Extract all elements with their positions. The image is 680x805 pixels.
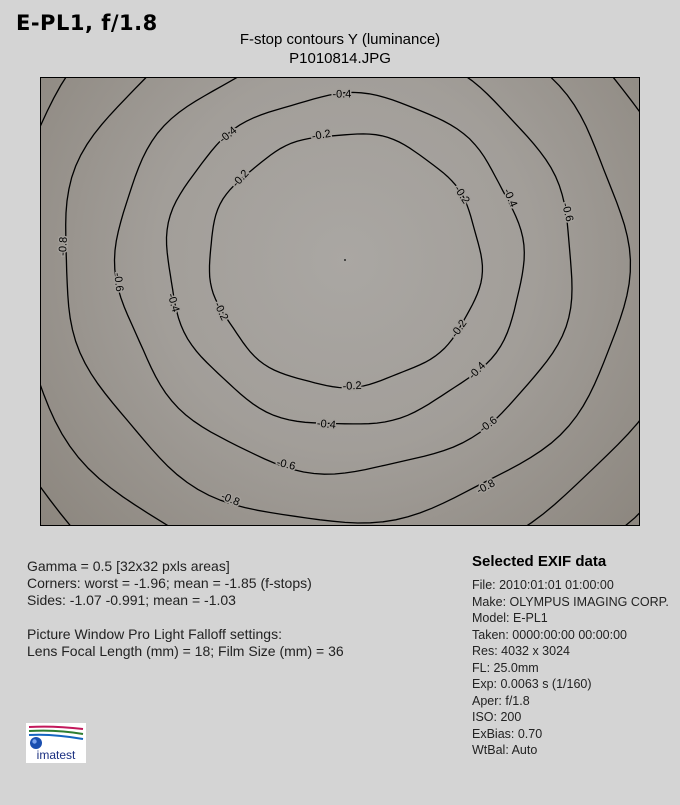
exif-line: Model: E-PL1 xyxy=(472,611,548,625)
contour-label: -0.2 xyxy=(451,183,472,207)
exif-line: ExBias: 0.70 xyxy=(472,726,543,741)
exif-line: FL: 25.0mm xyxy=(472,660,539,675)
pw-settings-title: Picture Window Pro Light Falloff settings: xyxy=(27,626,282,642)
imatest-logo xyxy=(26,723,86,763)
contour-label: -0.4 xyxy=(500,186,520,210)
contour-plot xyxy=(40,77,640,526)
contour-label: -0.2 xyxy=(342,379,362,393)
contour-label: -0.6 xyxy=(275,456,297,473)
corners-line: Corners: worst = -1.96; mean = -1.85 (f-stops) xyxy=(27,575,312,591)
exif-line: Taken: 0000:00:00 00:00:00 xyxy=(472,627,627,642)
chart-title: F-stop contours Y (luminance) xyxy=(239,31,441,48)
contour-label: -0.6 xyxy=(559,201,576,223)
exif-line: WtBal: Auto xyxy=(472,743,538,757)
exif-title: Selected EXIF data xyxy=(472,553,607,570)
contour-label: -0.8 xyxy=(219,490,242,509)
contour-label: -0.4 xyxy=(217,124,240,146)
exif-line: Res: 4032 x 3024 xyxy=(472,644,570,658)
exif-line: Make: OLYMPUS IMAGING CORP. xyxy=(472,594,669,609)
plot-background xyxy=(40,77,640,526)
contour-label: -0.2 xyxy=(211,300,231,323)
contour-label: -0.4 xyxy=(316,417,337,432)
center-marker xyxy=(344,259,346,261)
camera-heading: E-PL1, f/1.8 xyxy=(16,11,158,35)
contour-label: -0.4 xyxy=(466,359,489,382)
contour-label: -0.2 xyxy=(311,127,332,143)
contour-label: -0.2 xyxy=(448,317,470,341)
contour-label: -0.8 xyxy=(56,236,70,257)
gamma-line: Gamma = 0.5 [32x32 pxls areas] xyxy=(27,558,230,574)
exif-line: Aper: f/1.8 xyxy=(472,693,530,708)
measurement-info xyxy=(27,558,344,660)
chart-subtitle: P1010814.JPG xyxy=(289,50,391,67)
contour-label: -0.6 xyxy=(111,272,126,293)
contour-label: -0.6 xyxy=(477,414,500,436)
contour-label: -0.2 xyxy=(229,167,252,190)
logo-text: imatest xyxy=(36,748,76,762)
exif-line: File: 2010:01:01 01:00:00 xyxy=(472,578,614,592)
exif-line: Exp: 0.0063 s (1/160) xyxy=(472,677,592,691)
exif-line: ISO: 200 xyxy=(472,710,522,724)
exif-list xyxy=(472,577,680,759)
contour-label: -0.4 xyxy=(332,88,352,101)
pw-settings-values: Lens Focal Length (mm) = 18; Film Size (mm) = 36 xyxy=(27,643,344,659)
contour-label: -0.8 xyxy=(474,477,498,497)
sides-line: Sides: -1.07 -0.991; mean = -1.03 xyxy=(27,592,236,608)
contour-label: -0.4 xyxy=(164,292,182,314)
